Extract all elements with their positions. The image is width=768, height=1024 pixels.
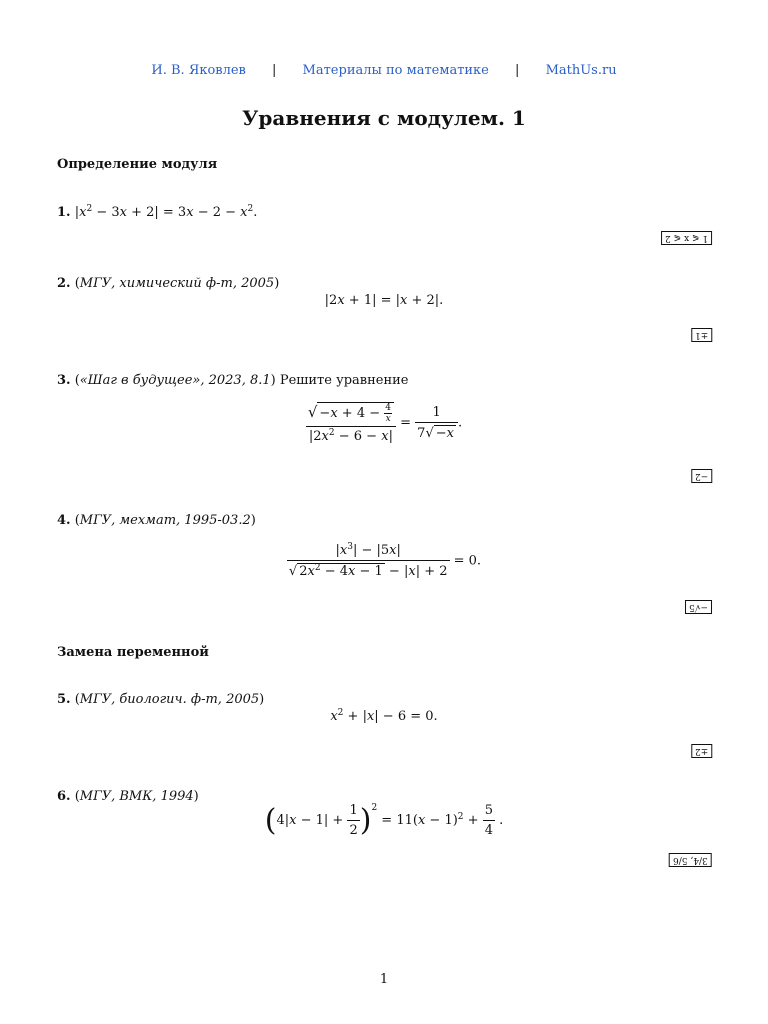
page-title: Уравнения с модулем. 1: [242, 106, 526, 130]
problem-3: 3. («Шаг в будущее», 2023, 8.1) Решите уравнение: [57, 373, 409, 388]
problem-1: [57, 205, 257, 220]
site-link[interactable]: MathUs.ru: [545, 63, 617, 78]
header: [0, 63, 768, 78]
answer-box: 1 ⩽ x ⩽ 2: [661, 231, 712, 245]
equation: √ −x + 4 − $\frac{4}{x}$ $|2x^2 - 6 - x|$ = $\frac{1}{7√ -x}$ .: [307, 403, 463, 444]
equation: $x^2 + |x| - 6 = 0$.: [330, 708, 438, 724]
author-link[interactable]: И. В. Яковлев: [151, 63, 246, 78]
problem-6: 6. (МГУ, ВМК, 1994): [57, 789, 199, 804]
problem-source: МГУ, ВМК, 1994: [79, 789, 194, 804]
answer-box: ±1: [691, 328, 712, 342]
equation: (4|x − 1| + $\frac{1}{2}$ )$^2 = 11(x - 1)^2$ + $\frac{5}{4}$ .: [264, 803, 504, 838]
problem-number: 2.: [57, 276, 71, 291]
section-heading: Определение модуля: [57, 157, 218, 172]
separator: |: [272, 63, 277, 78]
problem-number: 1.: [57, 205, 71, 220]
problem-source: МГУ, мехмат, 1995-03.2: [79, 513, 251, 528]
problem-source: МГУ, биологич. ф-т, 2005: [79, 692, 260, 707]
problem-source: МГУ, химический ф-т, 2005: [79, 276, 275, 291]
problem-5: 5. (МГУ, биологич. ф-т, 2005): [57, 692, 265, 707]
equation: $\frac{|x^3| - |5x|}{√ 2x^2 - 4x - 1 - |x| + 2}$ = 0.: [288, 542, 482, 579]
problem-text: Решите уравнение: [279, 373, 409, 388]
answer-box: 3/4, 5/6: [669, 853, 712, 867]
problem-number: 6.: [57, 789, 71, 804]
page-number: 1: [379, 972, 389, 987]
separator: |: [515, 63, 520, 78]
problem-source: «Шаг в будущее», 2023, 8.1: [79, 373, 271, 388]
equation: |2x + 1| = |x + 2|.: [324, 293, 444, 308]
problem-2: 2. (МГУ, химический ф-т, 2005): [57, 276, 280, 291]
problem-4: 4. (МГУ, мехмат, 1995-03.2): [57, 513, 256, 528]
problem-number: 4.: [57, 513, 71, 528]
section-heading: Замена переменной: [57, 645, 209, 660]
problem-number: 5.: [57, 692, 71, 707]
answer-box: ±2: [691, 744, 712, 758]
answer-box: −√5: [685, 600, 712, 614]
answer-box: −2: [691, 469, 712, 483]
problem-number: 3.: [57, 373, 71, 388]
equation: $|x^2 - 3x + 2| = 3x - 2 - x^2$.: [74, 204, 258, 220]
materials-link[interactable]: Материалы по математике: [302, 63, 489, 78]
